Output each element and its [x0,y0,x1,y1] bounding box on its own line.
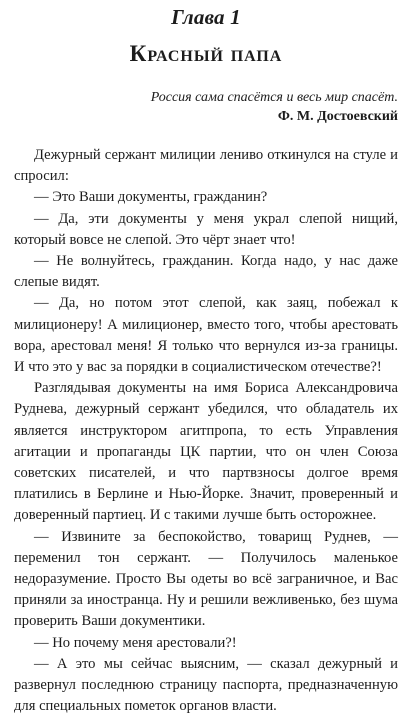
paragraph: — Да, но потом этот слепой, как заяц, побежал к милиционеру! А милиционер, вместо того, чтобы арестовать вора, арестовал меня! Я только что вернулся из-за границы. И что это у вас за порядки в социалистическом отечестве?! [14,295,398,376]
chapter-body [14,145,398,717]
paragraph: Разглядывая документы на имя Бориса Александровича Руднева, дежурный сержант убедился, что обладатель их является инструктором агитпропа, то есть Управления агитации и пропаганды ЦК партии, что он член Союза советских писателей, и что партвзносы долгое время платились в Берлине и Нью-Йорке. Значит, проверенный и доверенный партиец. И с такими лучше быть осторожнее. [14,380,398,524]
paragraph: — Да, эти документы у меня украл слепой нищий, который вовсе не слепой. Это чёрт знает что! [14,210,398,248]
paragraph: — Не волнуйтесь, гражданин. Когда надо, у нас даже слепые видят. [14,253,398,291]
paragraph: — Извините за беспокойство, товарищ Руднев, — переменил тон сержант. — Получилось маленькое недоразумение. Просто Вы одеты во всё заграничное, и Вас приняли за иностранца. Ну и решили вежливенько, без шума проверить Ваши документики. [14,528,398,630]
paragraph: — Но почему меня арестовали?! [34,634,237,651]
chapter-number: Глава 1 [171,5,241,29]
epigraph [14,88,398,126]
paragraph: — А это мы сейчас выясним, — сказал дежурный и развернул последнюю страницу паспорта, предназначенную для специальных пометок органов власти. [14,655,398,715]
chapter-title: Красный папа [129,41,283,66]
paragraph: — Это Ваши документы, гражданин? [34,189,268,206]
epigraph-quote: Россия сама спасётся и весь мир спасёт. [150,90,398,105]
paragraph: Дежурный сержант милиции лениво откинулся на стуле и спросил: [14,147,398,185]
epigraph-author: Ф. М. Достоевский [277,109,398,124]
